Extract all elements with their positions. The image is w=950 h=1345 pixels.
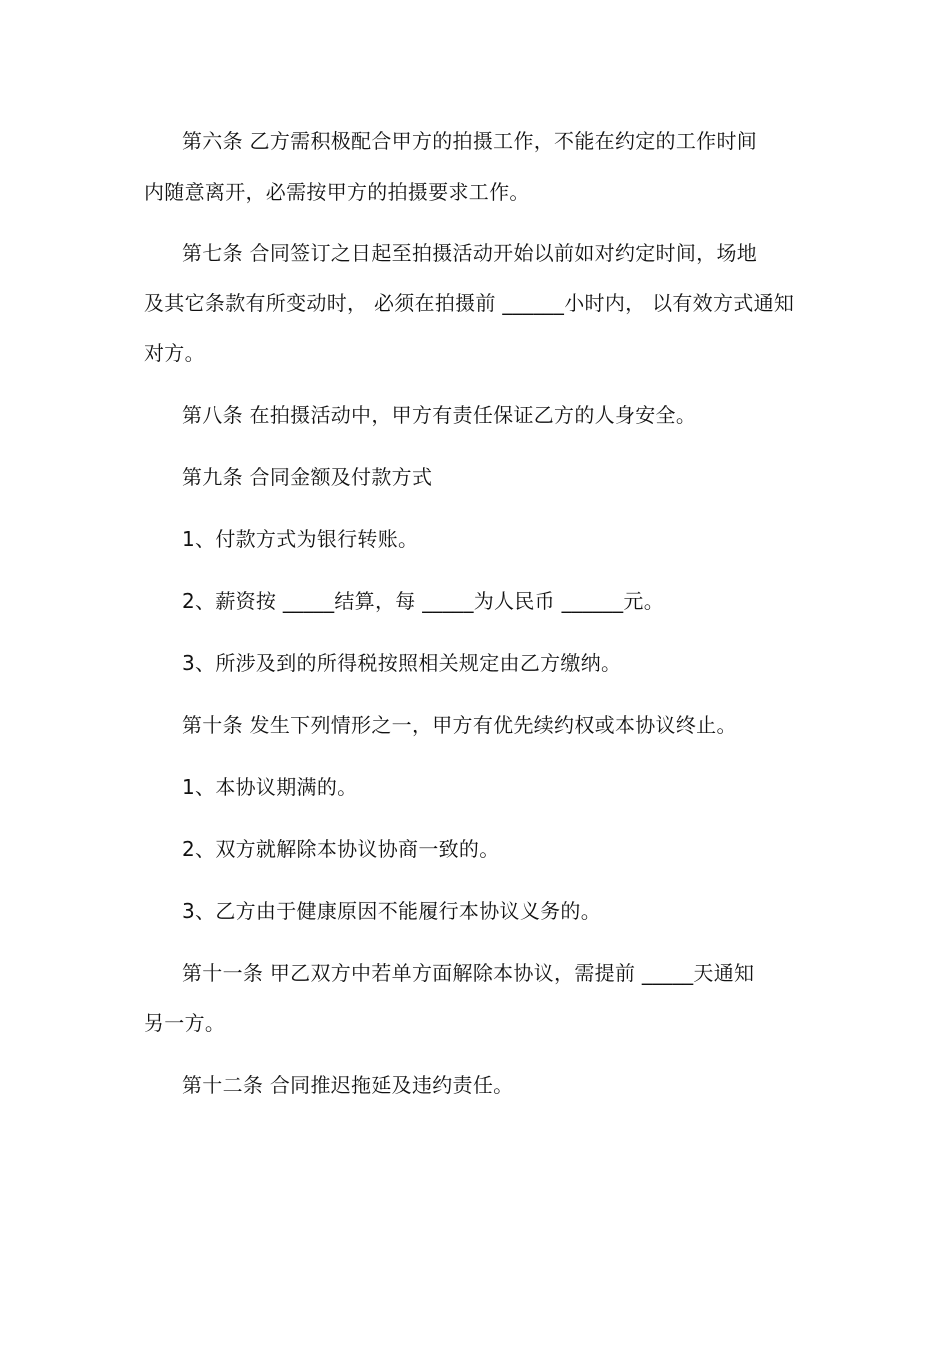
article-7-line-2: 及其它条款有所变动时， 必须在拍摄前 ______小时内， 以有效方式通知 (144, 291, 795, 315)
article-9-heading: 第九条 合同金额及付款方式 (182, 465, 433, 489)
article-6-line-2: 内随意离开，必需按甲方的拍摄要求工作。 (144, 180, 530, 204)
article-10-heading: 第十条 发生下列情形之一，甲方有优先续约权或本协议终止。 (182, 713, 737, 737)
article-10-item-3: 3、乙方由于健康原因不能履行本协议义务的。 (182, 899, 602, 923)
article-10-item-2: 2、双方就解除本协议协商一致的。 (182, 837, 500, 861)
article-11-line-2: 另一方。 (144, 1011, 226, 1035)
article-10-item-1: 1、本协议期满的。 (182, 775, 358, 799)
article-11-line-1: 第十一条 甲乙双方中若单方面解除本协议，需提前 _____天通知 (182, 961, 755, 985)
article-7-line-3: 对方。 (144, 341, 205, 365)
article-9-item-1: 1、付款方式为银行转账。 (182, 527, 419, 551)
article-9-item-2: 2、薪资按 _____结算，每 _____为人民币 ______元。 (182, 589, 664, 613)
article-7-line-1: 第七条 合同签订之日起至拍摄活动开始以前如对约定时间，场地 (182, 241, 758, 265)
article-6-line-1: 第六条 乙方需积极配合甲方的拍摄工作，不能在约定的工作时间 (182, 129, 758, 153)
article-12: 第十二条 合同推迟拖延及违约责任。 (182, 1073, 514, 1097)
article-8: 第八条 在拍摄活动中，甲方有责任保证乙方的人身安全。 (182, 403, 697, 427)
article-9-item-3: 3、所涉及到的所得税按照相关规定由乙方缴纳。 (182, 651, 622, 675)
